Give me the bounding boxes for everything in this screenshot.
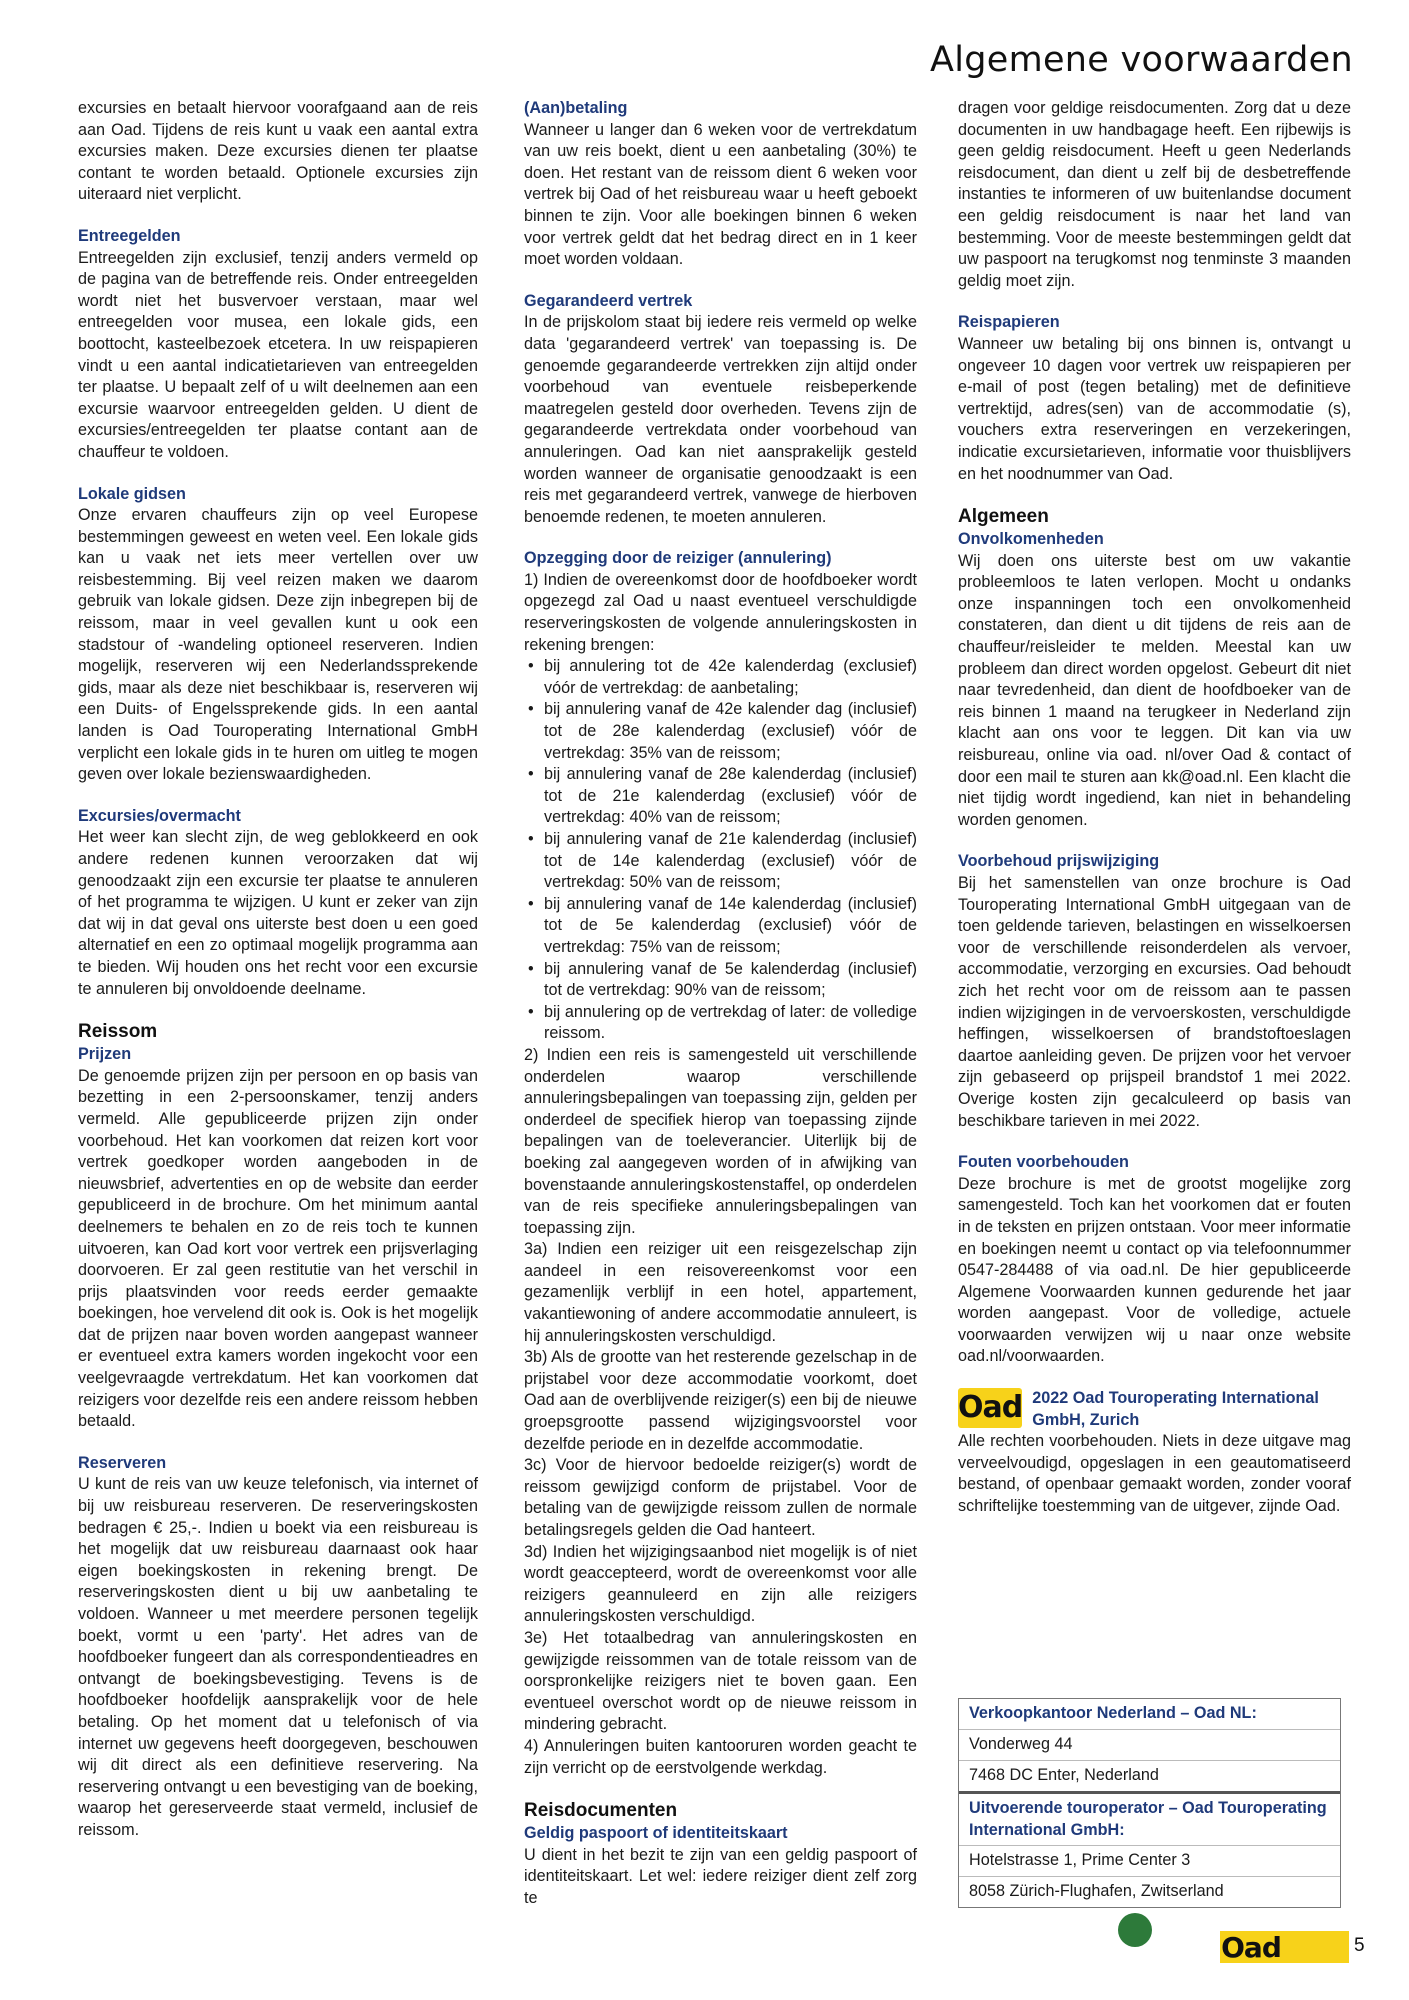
paragraph: 3a) Indien een reiziger uit een reisgezelschap zijn aandeel in een reisovereenkomst voor een gezamenlijk verblijf in een hotel, appartement, vakantiewoning of andere accommodatie annuleert, is hij annuleringskosten verschuldigd. <box>524 1240 917 1345</box>
cancellation-list <box>524 656 917 1045</box>
section-heading: Entreegelden <box>78 226 181 245</box>
paragraph: In de prijskolom staat bij iedere reis vermeld op welke data 'gegarandeerd vertrek' van toepassing is. De genoemde gegarandeerde vertrekken zijn altijd onder voorbehoud van eventuele reisbeperkende maatregelen gesteld door overheden. Tevens zijn de gegarandeerde vertrekdata onder voorbehoud van annuleringen. Oad kan niet aansprakelijk gesteld worden wanneer de organisatie genoodzaakt is een reis met gegarandeerd vertrek, vanwege de hierboven benoemde redenen, te moeten annuleren. <box>524 313 917 526</box>
list-item: • bij annulering op de vertrekdag of later: de volledige reissom. <box>524 1002 917 1045</box>
copyright-title: 2022 Oad Touroperating International GmbH, Zurich <box>1032 1389 1319 1429</box>
section-entreegelden <box>78 226 478 464</box>
section-reissom <box>78 1020 478 1433</box>
footer-accent-bar <box>1282 1931 1349 1963</box>
list-item: • bij annulering vanaf de 28e kalenderdag (inclusief) tot de 21e kalenderdag (exclusief) vóór de vertrekdag: 40% van de reissom; <box>524 764 917 829</box>
paragraph: Onze ervaren chauffeurs zijn op veel Europese bestemmingen geweest en weten veel. Een lokale gids kan u vaak net iets meer vertellen over uw reisbestemming. Bij veel reizen maken we daarom gebruik van lokale gidsen. Deze zijn inbegrepen bij de reissom, maar in veel gevallen kunt u ook een stadstour of -wandeling optioneel reserveren. Indien mogelijk, reserveren wij een Nederlandssprekende gids, maar als deze niet beschikbaar is, reserveren wij een Duits- of Engelssprekende gids. In een aantal landen is Oad Touroperating International GmbH verplicht een lokale gids in te huren om uitleg te mogen geven over lokale bezienswaardigheden. <box>78 506 478 784</box>
contact-ch-address-line: 8058 Zürich-Flughafen, Zwitserland <box>969 1882 1224 1901</box>
section-heading: Fouten voorbehouden <box>958 1153 1129 1172</box>
paragraph: dragen voor geldige reisdocumenten. Zorg dat u deze documenten in uw handbagage heeft. Een rijbewijs is geen geldig reisdocument. Heeft u geen Nederlands reisdocument, dan dient u zelf bij de desbetreffende instanties te informeren of uw buitenlandse document een geldig reisdocument is naar het land van bestemming. Voor de meeste bestemmingen geldt dat uw paspoort na terugkomst nog tenminste 3 maanden geldig moet zijn. <box>958 99 1351 290</box>
contact-nl-address-line: 7468 DC Enter, Nederland <box>959 1761 1340 1794</box>
section-algemeen <box>958 505 1351 831</box>
paragraph: Wanneer uw betaling bij ons binnen is, ontvangt u ongeveer 10 dagen voor vertrek uw reispapieren per e-mail of post (tegen betaling) met de definitieve vertrektijd, adres(sen) van de accommodatie (s), vouchers extra reserveringen en verzekeringen, indicatie excursietarieven, informatie voor thuisblijvers en het noodnummer van Oad. <box>958 334 1351 483</box>
contact-ch-address-line: Hotelstrasse 1, Prime Center 3 <box>959 1846 1340 1877</box>
section-heading: Lokale gidsen <box>78 484 186 503</box>
paragraph: Bij het samenstellen van onze brochure is Oad Touroperating International GmbH uitgegaan van de toen geldende tarieven, belastingen en wisselkoersen voor de verschillende reisonderdelen als vervoer, accommodatie, verzorging en excursies. Oad behoudt zich het recht voor om de reissom aan te passen indien wijzigingen in de vervoerskosten, verschuldigde heffingen, wisselkoersen of brandstoftoeslagen daartoe aanleiding geven. De prijzen voor het vervoer zijn gebaseerd op prijspeil brandstof 1 mei 2022. Overige kosten zijn gecalculeerd op basis van beschikbare tarieven in mei 2022. <box>958 874 1351 1130</box>
section-aanbetaling <box>524 98 917 271</box>
list-item: • bij annulering vanaf de 21e kalenderdag (inclusief) tot de 14e kalenderdag (exclusief) vóór de vertrekdag: 50% van de reissom; <box>524 829 917 894</box>
paragraph: U dient in het bezit te zijn van een geldig paspoort of identiteitskaart. Let wel: iedere reiziger dient zelf zorg te <box>524 1845 917 1907</box>
nordic-swan-ecolabel-icon <box>1118 1913 1152 1947</box>
paragraph: Wanneer u langer dan 6 weken voor de vertrekdatum van uw reis boekt, dient u een aanbetaling (30%) te doen. Het restant van de reissom dient 6 weken voor vertrek bij Oad of het reisbureau waar u heeft geboekt binnen te zijn. Voor alle boekingen binnen 6 weken voor vertrek geldt dat het bedrag direct en in 1 keer moet worden voldaan. <box>524 120 917 269</box>
section-overmacht <box>78 806 478 1000</box>
copyright-header <box>958 1388 1351 1431</box>
page-title: Algemene voorwaarden <box>929 40 1353 80</box>
paragraph: 3e) Het totaalbedrag van annuleringskosten en gewijzigde reissommen van de totale reissom van de oorspronkelijke reizigers niet te boven gaan. Een eventueel overschot wordt op de nieuwe reissom in mindering gebracht. <box>524 1628 917 1734</box>
column-2 <box>524 98 917 1910</box>
main-heading: Algemeen <box>958 506 1049 528</box>
section-heading: Excursies/overmacht <box>78 806 241 825</box>
paragraph: 4) Annuleringen buiten kantooruren worden geacht te zijn verricht op de eerstvolgende werkdag. <box>524 1736 917 1777</box>
contact-nl-address-line: Vonderweg 44 <box>959 1730 1340 1761</box>
paragraph: Entreegelden zijn exclusief, tenzij anders vermeld op de pagina van de betreffende reis. Onder entreegelden wordt niet het busvervoer verstaan, maar wel entreegelden voor musea, een lokale gids, een boottocht, kasteelbezoek etcetera. In uw reispapieren vindt u een aantal indicatietarieven van entreegelden ter plaatse. U bepaalt zelf of u wilt deelnemen aan een excursie waarvoor entreegelden gelden. U dient de excursies/entreegelden ter plaatse contant aan de chauffeur te voldoen. <box>78 248 478 461</box>
column-1 <box>78 98 478 1842</box>
section-heading: Reserveren <box>78 1453 167 1472</box>
contact-ch-heading: Uitvoerende touroperator – Oad Touroperating International GmbH: <box>959 1794 1340 1846</box>
section-heading: Opzegging door de reiziger (annulering) <box>524 549 832 568</box>
paragraph: Deze brochure is met de grootst mogelijke zorg samengesteld. Toch kan het voorkomen dat er fouten in de teksten en prijzen ontstaan. Voor meer informatie en boekingen neemt u contact op via telefoonnummer 0547-284488 of via oad.nl. De hier gepubliceerde Algemene Voorwaarden kunnen gedurende het jaar worden aangepast. Voor de volledige, actuele voorwaarden verwijzen wij u naar onze website oad.nl/voorwaarden. <box>958 1174 1351 1366</box>
main-heading: Reisdocumenten <box>524 1800 678 1822</box>
paragraph: 1) Indien de overeenkomst door de hoofdboeker wordt opgezegd zal Oad u naast eventueel verschuldigde reserveringskosten de volgende annuleringskosten in rekening brengen: <box>524 570 917 654</box>
list-item: • bij annulering vanaf de 5e kalenderdag (inclusief) tot de vertrekdag: 90% van de reissom; <box>524 959 917 1002</box>
paragraph: De genoemde prijzen zijn per persoon en op basis van bezetting in een 2-persoonskamer, tenzij anders vermeld. Alle gepubliceerde prijzen zijn onder voorbehoud. Het kan voorkomen dat reizen kort voor vertrek goedkoper worden aangeboden in de nieuwsbrief, advertenties en op de website dan eerder gepubliceerd in de brochure. Om het minimum aantal deelnemers te behalen en zo de reis toch te kunnen uitvoeren, kan Oad kort voor vertrek een prijsverlaging doorvoeren. Er zal geen restitutie van het verschil in prijs plaatsvinden voor reeds eerder gemaakte boekingen, hoe vervelend dit ook is. Ook is het mogelijk dat de prijzen naar boven worden aangepast wanneer er eventueel extra kamers worden ingekocht voor een veelgevraagde vertrekdatum. Het kan voorkomen dat reizigers voor dezelfde reis een andere reissom hebben betaald. <box>78 1066 478 1431</box>
section-lokale-gidsen <box>78 484 478 786</box>
section-reserveren <box>78 1453 478 1842</box>
section-heading: Geldig paspoort of identiteitskaart <box>524 1824 788 1843</box>
section-reispapieren <box>958 312 1351 485</box>
section-heading: Onvolkomenheden <box>958 530 1104 549</box>
section-heading: Prijzen <box>78 1045 132 1064</box>
section-fouten <box>958 1152 1351 1368</box>
column-3 <box>958 98 1351 1518</box>
list-item: • bij annulering tot de 42e kalenderdag (exclusief) vóór de vertrekdag: de aanbetaling; <box>524 656 917 699</box>
contact-nl-heading: Verkoopkantoor Nederland – Oad NL: <box>959 1699 1340 1730</box>
section-heading: Gegarandeerd vertrek <box>524 291 693 310</box>
contact-box <box>958 1698 1341 1908</box>
paragraph: 3d) Indien het wijzigingsaanbod niet mogelijk is of niet wordt geaccepteerd, wordt de overeenkomst voor alle reizigers geannuleerd en zijn alle reizigers annuleringskosten verschuldigd. <box>524 1542 917 1626</box>
copyright-text: Alle rechten voorbehouden. Niets in deze uitgave mag verveelvoudigd, opgeslagen in een geautomatiseerd bestand, of openbaar gemaakt worden, zonder vooraf schriftelijke toestemming van de uitgever, zijnde Oad. <box>958 1432 1351 1516</box>
section-heading: Voorbehoud prijswijziging <box>958 852 1160 871</box>
paragraph: 3c) Voor de hiervoor bedoelde reiziger(s) wordt de reissom gewijzigd conform de prijstabel. Voor de betaling van de gewijzigde reissom zullen de normale betalingsregels gelden die Oad hanteert. <box>524 1456 917 1539</box>
paragraph: 2) Indien een reis is samengesteld uit verschillende onderdelen waarop verschillende annuleringsbepalingen van toepassing zijn, gelden per onderdeel de specifiek hierop van toepassing zijnde bepalingen van de toeleverancier. Uiterlijk bij de boeking zal aangegeven worden of in afwijking van bovenstaande annuleringskostenstaffel, op onderdelen van de reis specifieke annuleringsbepalingen van toepassing zijn. <box>524 1045 917 1237</box>
section-heading: Reispapieren <box>958 313 1060 332</box>
section-opzegging <box>524 548 917 1779</box>
paragraph: Het weer kan slecht zijn, de weg geblokkeerd en ook andere redenen kunnen veroorzaken dat wij genoodzaakt zijn een excursie ter plaatse te annuleren of het programma te wijzigen. U kunt er zeker van zijn dat wij in dat geval ons uiterste best doen u een goed alternatief en een zo optimaal mogelijk programma aan te bieden. Wij houden ons het recht voor een excursie te annuleren bij onvoldoende deelname. <box>78 828 478 998</box>
section-gegarandeerd-vertrek <box>524 291 917 529</box>
section-heading: (Aan)betaling <box>524 99 628 117</box>
section-intro <box>78 98 478 206</box>
paragraph: U kunt de reis van uw keuze telefonisch, via internet of bij uw reisbureau reserveren. De reserveringskosten bedragen € 25,-. Indien u boekt via een reisbureau is het mogelijk dat uw reisbureau daarnaast ook haar eigen boekingskosten in rekening brengt. De reserveringskosten dient u bij uw aanbetaling te voldoen. Wanneer u met meerdere personen tegelijk boekt, vormt u een 'party'. Het adres van de hoofdboeker fungeert dan als correspondentieadres en ontvangt de boekingsbevestiging. Tevens is de hoofdboeker hoofdelijk aansprakelijk voor de hele betaling. Op het moment dat u telefonisch of via internet uw gegevens heeft doorgegeven, beschouwen wij dit direct als een definitieve reservering. Na reservering ontvangt u een bevestiging van de boeking, waarop het gereserveerde staat vermeld, inclusief de reissom. <box>78 1475 478 1839</box>
footer-oad-logo: Oad <box>1221 1930 1281 1964</box>
main-heading: Reissom <box>78 1021 158 1043</box>
section-reisdocumenten <box>524 1799 917 1909</box>
page-number: 5 <box>1354 1935 1365 1956</box>
list-item: • bij annulering vanaf de 14e kalenderdag (inclusief) tot de 5e kalenderdag (exclusief) vóór de vertrekdag: 75% van de reissom; <box>524 894 917 959</box>
list-item: • bij annulering vanaf de 42e kalender dag (inclusief) tot de 28e kalenderdag (exclusief) vóór de vertrekdag: 35% van de reissom; <box>524 699 917 764</box>
paragraph: excursies en betaalt hiervoor voorafgaand aan de reis aan Oad. Tijdens de reis kunt u vaak een aantal extra excursies maken. Deze excursies dienen ter plaatse contant te worden betaald. Optionele excursies zijn uiteraard niet verplicht. <box>78 99 478 204</box>
section-voorbehoud <box>958 851 1351 1132</box>
section-reisdocumenten-cont <box>958 98 1351 292</box>
oad-logo: Oad <box>958 1388 1022 1428</box>
paragraph: 3b) Als de grootte van het resterende gezelschap in de prijstabel voor deze accommodatie voorkomt, doet Oad aan de overblijvende reiziger(s) een bij de nieuwe groepsgrootte passend wijzigingsvoorstel voor dezelfde periode en in dezelfde accommodatie. <box>524 1348 917 1453</box>
paragraph: Wij doen ons uiterste best om uw vakantie probleemloos te laten verlopen. Mocht u ondanks onze inspanningen toch een onvolkomenheid constateren, dan dient u dit tijdens de reis aan de chauffeur/reisleider te melden. Meestal kan uw probleem dan direct worden opgelost. Gebeurt dit niet naar tevredenheid, dan dient de hoofdboeker van de reis binnen 1 maand na terugkeer in Nederland zijn klacht aan ons voor te leggen. Dit kan via uw reisbureau, online via oad. nl/over Oad & contact of door een mail te sturen aan kk@oad.nl. Een klacht die niet tijdig wordt ingediend, kan niet in behandeling worden genomen. <box>958 551 1351 829</box>
